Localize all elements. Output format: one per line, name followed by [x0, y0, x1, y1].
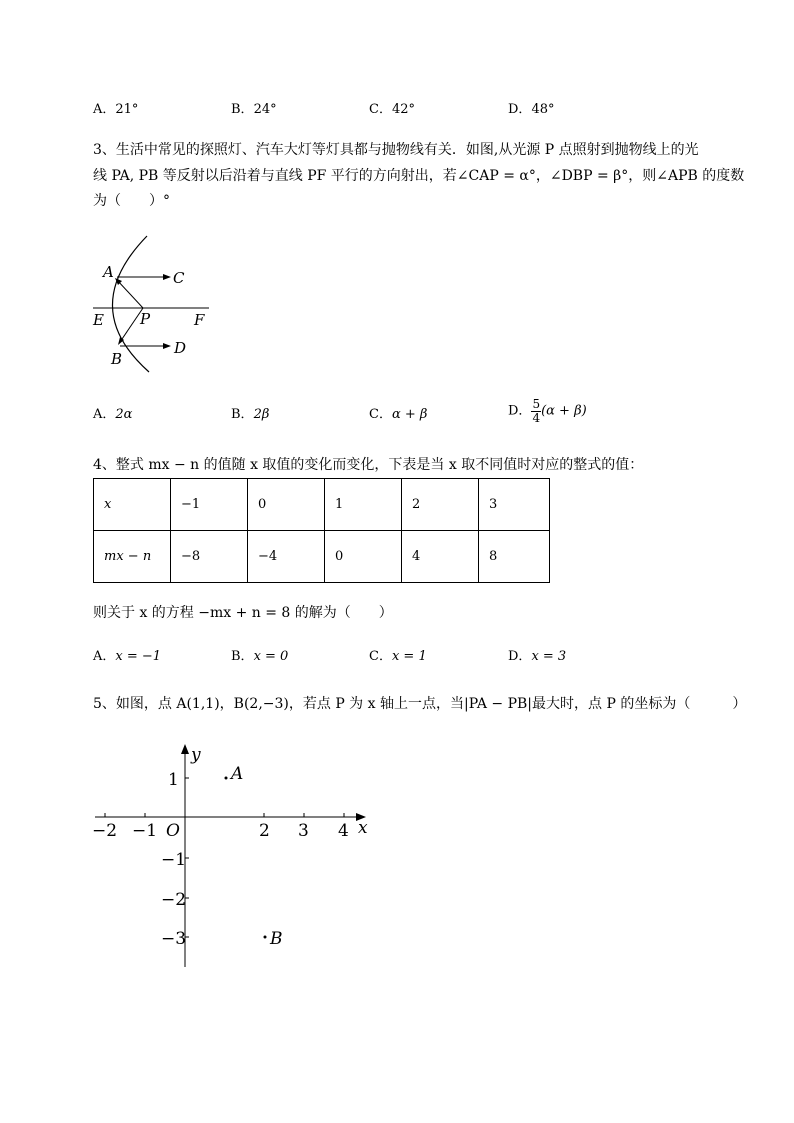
option-value: x = −1: [115, 649, 162, 664]
option-letter: D．: [508, 102, 532, 117]
table-cell: 0: [248, 479, 325, 531]
x-tick-label: 4: [338, 821, 349, 841]
option-value: x = 3: [531, 649, 567, 664]
table-cell: x: [94, 479, 171, 531]
q5-stem-line1: 5、如图，点 A(1,1)，B(2,−3)，若点 P 为 x 轴上一点，当|PA − PB|最大时，点 P 的坐标为（ ）: [93, 696, 747, 712]
table-cell: 8: [479, 531, 550, 583]
x-tick-label: 2: [259, 821, 270, 841]
point-a: [225, 777, 228, 780]
x-tick-label: −1: [132, 821, 158, 841]
label-e: E: [93, 311, 104, 329]
option-letter: A．: [93, 102, 116, 117]
table-cell: 2: [402, 479, 479, 531]
parabola-figure: [85, 228, 220, 376]
value-table: [93, 478, 550, 583]
q4-stem-line2: 则关于 x 的方程 −mx + n = 8 的解为（ ）: [93, 605, 393, 621]
fraction-numerator: 5: [532, 397, 541, 411]
table-row: [94, 531, 550, 583]
option-value: x = 1: [391, 649, 427, 664]
label-a: A: [103, 263, 114, 281]
q3-option-b: [231, 406, 269, 424]
option-letter: C．: [369, 407, 392, 422]
q3-option-a: [93, 406, 132, 424]
table-cell: mx − n: [94, 531, 171, 583]
origin-label: O: [166, 821, 180, 841]
option-letter: C．: [369, 102, 392, 117]
label-c: C: [173, 269, 185, 287]
x-tick-label: −2: [92, 821, 118, 841]
q2-option-a: [93, 101, 138, 119]
point-b: [264, 936, 267, 939]
y-tick-label: −3: [161, 929, 187, 949]
option-letter: B．: [231, 102, 254, 117]
q2-option-b: [231, 101, 277, 119]
option-value: 42°: [391, 102, 415, 117]
option-value: 24°: [253, 102, 277, 117]
y-axis-label: y: [191, 745, 201, 765]
q4-option-c: [369, 648, 427, 666]
label-b: B: [111, 350, 123, 368]
y-tick-label: −1: [161, 850, 187, 870]
arrowhead-ac: [163, 274, 171, 280]
table-cell: 3: [479, 479, 550, 531]
ray-pa: [117, 280, 143, 308]
arrowhead-bd: [163, 343, 171, 349]
q2-option-c: [369, 101, 415, 119]
table-cell: −1: [171, 479, 248, 531]
q3-stem-line3: 为（ ）°: [93, 193, 170, 209]
fraction-denominator: 4: [532, 411, 541, 425]
option-value: 48°: [531, 102, 555, 117]
q4-stem-line1: 4、整式 mx − n 的值随 x 取值的变化而变化，下表是当 x 取不同值时对应的整式的值：: [93, 457, 644, 473]
option-letter: A．: [93, 407, 116, 422]
option-value: 2α: [115, 407, 133, 422]
point-a-label: A: [231, 764, 244, 784]
option-value: 2β: [253, 407, 270, 422]
option-letter: C．: [369, 649, 392, 664]
q3-option-d: [508, 398, 587, 425]
q3-stem-line2: 线 PA, PB 等反射以后沿着与直线 PF 平行的方向射出，若∠CAP = α°，∠DBP = β°，则∠APB 的度数: [93, 168, 745, 184]
table-cell: 1: [325, 479, 402, 531]
q3-option-c: [369, 406, 427, 424]
option-letter: D．: [508, 403, 532, 419]
option-value: α + β: [391, 407, 428, 422]
label-d: D: [174, 339, 187, 357]
table-row: [94, 479, 550, 531]
option-value: (α + β): [541, 403, 587, 419]
q4-option-d: [508, 648, 566, 666]
y-tick-label: −2: [161, 890, 187, 910]
q2-option-d: [508, 101, 554, 119]
y-tick-label: 1: [168, 770, 179, 790]
y-axis-arrowhead: [181, 744, 189, 754]
table-cell: 4: [402, 531, 479, 583]
option-value: 21°: [115, 102, 139, 117]
option-value: x = 0: [253, 649, 289, 664]
table-cell: −4: [248, 531, 325, 583]
fraction: [531, 398, 541, 425]
table-cell: −8: [171, 531, 248, 583]
x-tick-label: 3: [298, 821, 309, 841]
option-letter: A．: [93, 649, 116, 664]
coordinate-figure: [85, 740, 385, 975]
q4-option-b: [231, 648, 288, 666]
table-cell: 0: [325, 531, 402, 583]
point-b-label: B: [270, 929, 283, 949]
label-f: F: [194, 311, 205, 329]
x-axis-label: x: [358, 818, 368, 838]
option-letter: D．: [508, 649, 532, 664]
q3-stem-line1: 3、生活中常见的探照灯、汽车大灯等灯具都与抛物线有关．如图,从光源 P 点照射到抛物线上的光: [93, 142, 699, 158]
label-p: P: [140, 310, 151, 328]
option-letter: B．: [231, 407, 254, 422]
option-letter: B．: [231, 649, 254, 664]
q4-option-a: [93, 648, 161, 666]
